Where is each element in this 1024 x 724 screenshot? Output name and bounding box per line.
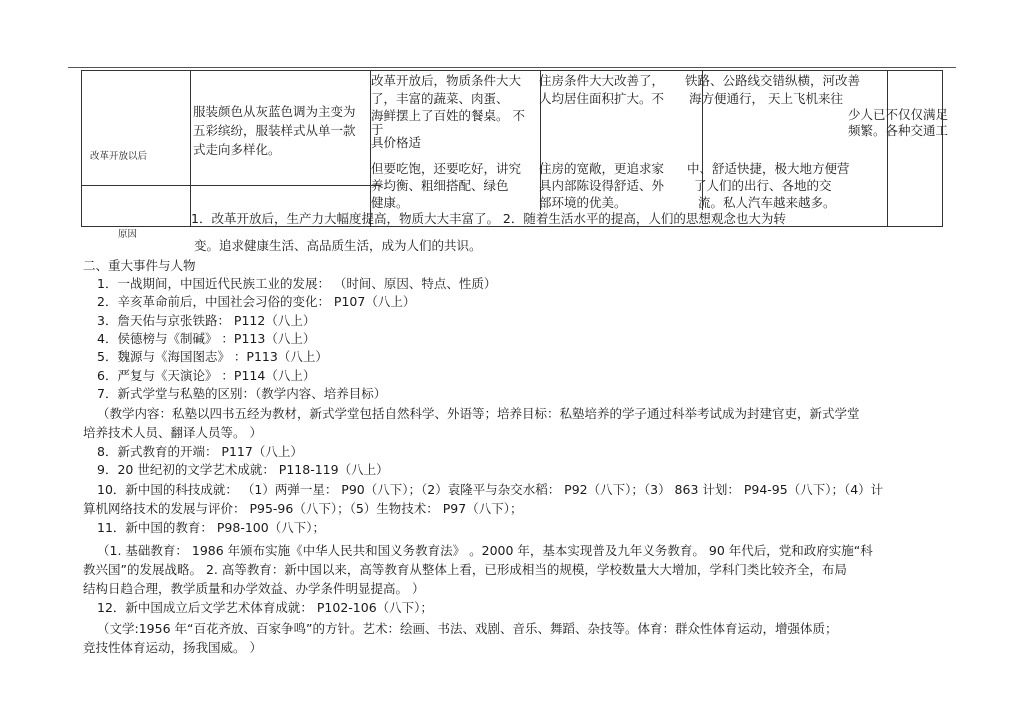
reason-line-1: 1．改革开放后，生产力大幅度提高，物质大大丰富了。 2．随着生活水平的提高，人们的思想观念也大为转 [191,211,786,226]
food-line-3: 海鲜摆上了百姓的餐桌。 不 [371,108,525,123]
housing-line-5: 部环境的优美。 [539,195,627,210]
item-5: 5．魏源与《海国图志》 ：P113（八上） [97,349,328,364]
food-line-7: 养均衡、粗细搭配、绿色 [371,178,509,193]
transport-line-4: 了人们的出行、各地的交 [694,178,832,193]
food-line-8: 健康。 [371,195,409,210]
reason-label: 原因 [118,229,138,240]
item-6: 6．严复与《天演论》 ：P114（八上） [97,368,316,383]
item-10-line-1: 10．新中国的科技成就： （1）两弹一星： P90（八下）；（2）袁隆平与杂交水稻： P92（八下）；（3） 863 计划： P94-95（八下）；（4）计 [97,482,884,497]
extra-line-1: 少人已不仅仅满足 [848,107,949,122]
item-4: 4．侯德榜与《制碱》 ：P113（八上） [97,331,316,346]
extra-line-2: 频繁。各种交通工 [848,123,949,138]
item-11-detail-line-1: （1. 基础教育： 1986 年颁布实施《中华人民共和国义务教育法》 。2000 年，基本实现普及九年义务教育。 90 年代后，党和政府实施“科 [97,543,873,558]
food-line-4: 于 [371,122,384,137]
item-11-detail-line-3: 结构日趋合理，教学质量和办学效益、办学条件明显提高。 ） [83,581,425,596]
housing-line-4: 具内部陈设得舒适、外 [539,178,665,193]
item-7: 7．新式学堂与私塾的区别：（教学内容、培养目标） [97,386,387,401]
food-line-2: 了，丰富的蔬菜、肉蛋、 [371,91,509,106]
section-title: 二、重大事件与人物 [83,258,196,273]
transport-line-1: 铁路、公路线交错纵横，河改善 [685,73,861,88]
housing-line-2: 人均居住面积扩大。不 [539,91,665,106]
item-7-detail-line-2: 培养技术人员、翻译人员等。 ） [83,425,262,440]
overflow-cell [841,100,961,140]
item-12-detail-line-2: 竞技性体育运动，扬我国威。 ） [83,640,262,655]
top-rule [68,67,956,68]
food-line-1: 改革开放后，物质条件大大 [371,73,522,88]
item-3: 3．詹天佑与京张铁路： P112（八上） [97,313,316,328]
item-2: 2．辛亥革命前后，中国社会习俗的变化： P107（八上） [97,294,416,309]
clothing-cell: 服装颜色从灰蓝色调为主变为五彩缤纷，服装样式从单一款式走向多样化。 [193,104,356,157]
food-line-5: 具价格适 [371,135,422,150]
item-10-line-2: 算机网络技术的发展与评价： P95-96（八下）；（5）生物技术： P97（八下）； [83,501,523,516]
comparison-table [81,70,949,227]
row-label: 改革开放以后 [90,151,148,162]
item-7-detail-line-1: （教学内容：私塾以四书五经为教材，新式学堂包括自然科学、外语等；培养目标：私塾培养的学子通过科举考试成为封建官吏，新式学堂 [97,406,860,421]
reason-line-2: 变。追求健康生活、高品质生活，成为人们的共识。 [194,238,482,253]
transport-line-3: 中、舒适快捷，极大地方便营 [687,161,850,176]
housing-line-1: 住房条件大大改善了， [539,73,665,88]
item-11-detail-line-2: 教兴国”的发展战略。 2. 高等教育：新中国以来，高等教育从整体上看，已形成相当的规模，学校数量大大增加，学科门类比较齐全，布局 [83,562,847,577]
item-12: 12．新中国成立后文学艺术体育成就： P102-106（八下）； [97,600,433,615]
item-8: 8．新式教育的开端： P117（八上） [97,444,303,459]
food-line-6: 但要吃饱，还要吃好，讲究 [371,161,522,176]
transport-line-2: 海方便通行， 天上飞机来往 [689,91,843,106]
item-9: 9．20 世纪初的文学艺术成就： P118-119（八上） [97,462,389,477]
item-12-detail-line-1: （文学:1956 年“百花齐放、百家争鸣”的方针。艺术：绘画、书法、戏剧、音乐、舞蹈、杂技等。体育：群众性体育运动，增强体质； [97,621,838,636]
housing-line-3: 住房的宽敞，更追求家 [539,161,665,176]
transport-line-5: 流。私人汽车越来越多。 [698,195,836,210]
item-11: 11．新中国的教育： P98-100（八下）； [97,520,325,535]
item-1: 1．一战期间，中国近代民族工业的发展： （时间、原因、特点、性质） [97,276,497,291]
